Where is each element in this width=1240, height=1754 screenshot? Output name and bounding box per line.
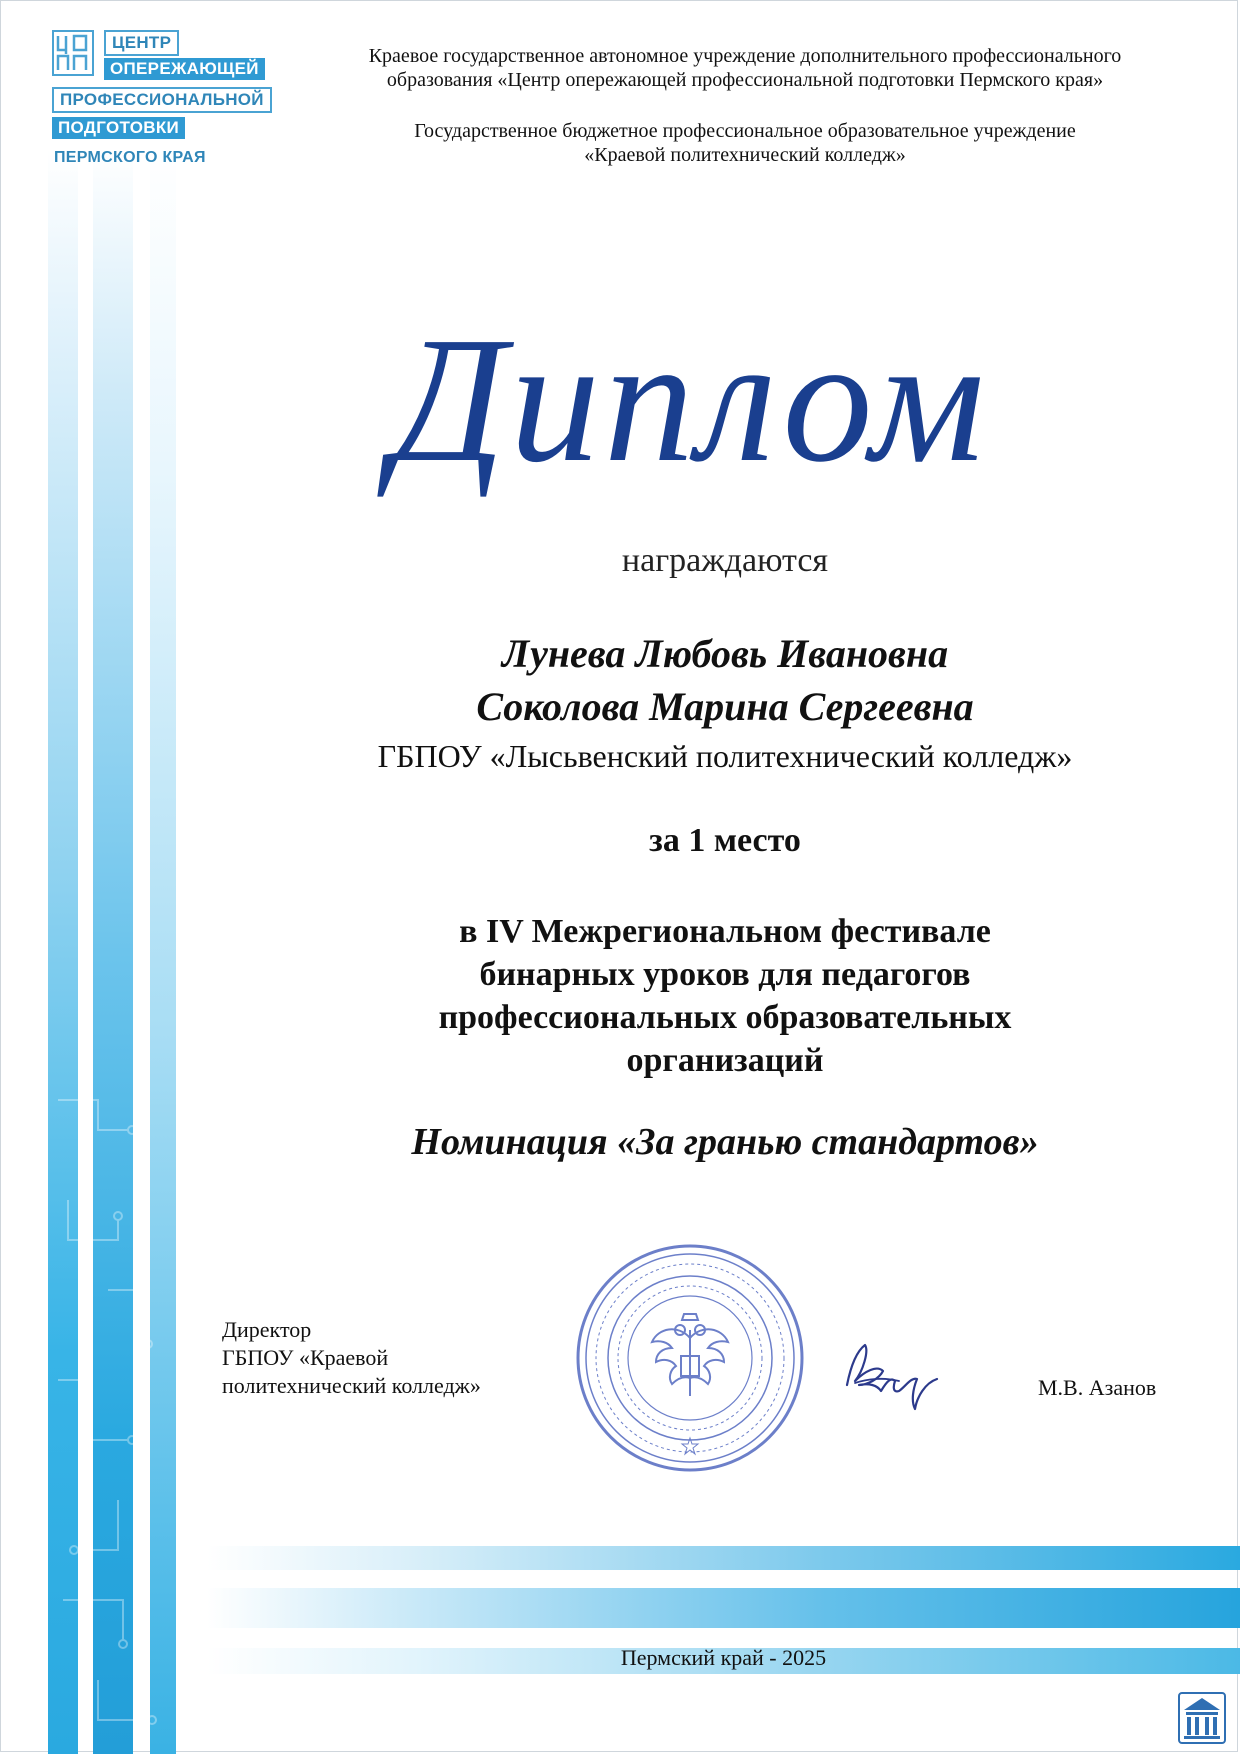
- footer-place-year: Пермский край - 2025: [620, 1645, 827, 1670]
- awarded-text: награждаются: [621, 542, 829, 579]
- logo-line-4: ПОДГОТОВКИ: [52, 117, 185, 139]
- event-line-2: бинарных уроков для педагогов: [479, 956, 971, 993]
- director-line-1: Директор: [222, 1317, 312, 1342]
- handwritten-signature: [835, 1325, 955, 1415]
- issuer-1-line-2: образования «Центр опережающей профессиональной подготовки Пермского края»: [386, 69, 1104, 91]
- logo-line-2: ОПЕРЕЖАЮЩЕЙ: [104, 58, 265, 80]
- director-line-2: ГБПОУ «Краевой: [222, 1345, 389, 1370]
- copp-logo: [52, 30, 302, 170]
- recipient-name-2: Соколова Марина Сергеевна: [476, 684, 974, 729]
- award-place: за 1 место: [649, 822, 801, 859]
- event-line-3: профессиональных образовательных: [438, 999, 1012, 1036]
- recipient-organization: ГБПОУ «Лысьвенский политехнический колледж»: [377, 738, 1073, 774]
- event-line-1: в IV Межрегиональном фестивале: [459, 913, 991, 950]
- decorative-stripe-bottom-2: [207, 1588, 1240, 1628]
- issuer-2-line-1: Государственное бюджетное профессиональное образовательное учреждение: [414, 120, 1076, 142]
- nomination: Номинация «За гранью стандартов»: [411, 1121, 1039, 1163]
- recipient-name-1: Лунева Любовь Ивановна: [501, 631, 949, 676]
- director-position: [222, 1316, 481, 1400]
- issuer-2-line-2: «Краевой политехнический колледж»: [584, 144, 906, 166]
- diploma-title: Диплом: [391, 300, 989, 499]
- signer-name: М.В. Азанов: [1038, 1375, 1157, 1400]
- event-line-4: организаций: [626, 1042, 824, 1079]
- issuer-organization-1: [310, 44, 1180, 92]
- logo-line-5: ПЕРМСКОГО КРАЯ: [54, 149, 206, 166]
- official-seal-stamp: [570, 1238, 810, 1478]
- college-logo-icon: [1178, 1692, 1226, 1744]
- logo-line-1: ЦЕНТР: [104, 30, 179, 56]
- issuer-1-line-1: Краевое государственное автономное учреждение дополнительного профессионального: [368, 45, 1122, 67]
- event-description: [210, 910, 1240, 1082]
- decorative-stripe-bottom-1: [207, 1546, 1240, 1570]
- director-line-3: политехнический колледж»: [222, 1373, 481, 1398]
- logo-line-3: ПРОФЕССИОНАЛЬНОЙ: [52, 87, 272, 113]
- copp-logo-mark-icon: [52, 30, 94, 76]
- circuit-pattern: [48, 1080, 178, 1740]
- issuer-organization-2: [310, 119, 1180, 167]
